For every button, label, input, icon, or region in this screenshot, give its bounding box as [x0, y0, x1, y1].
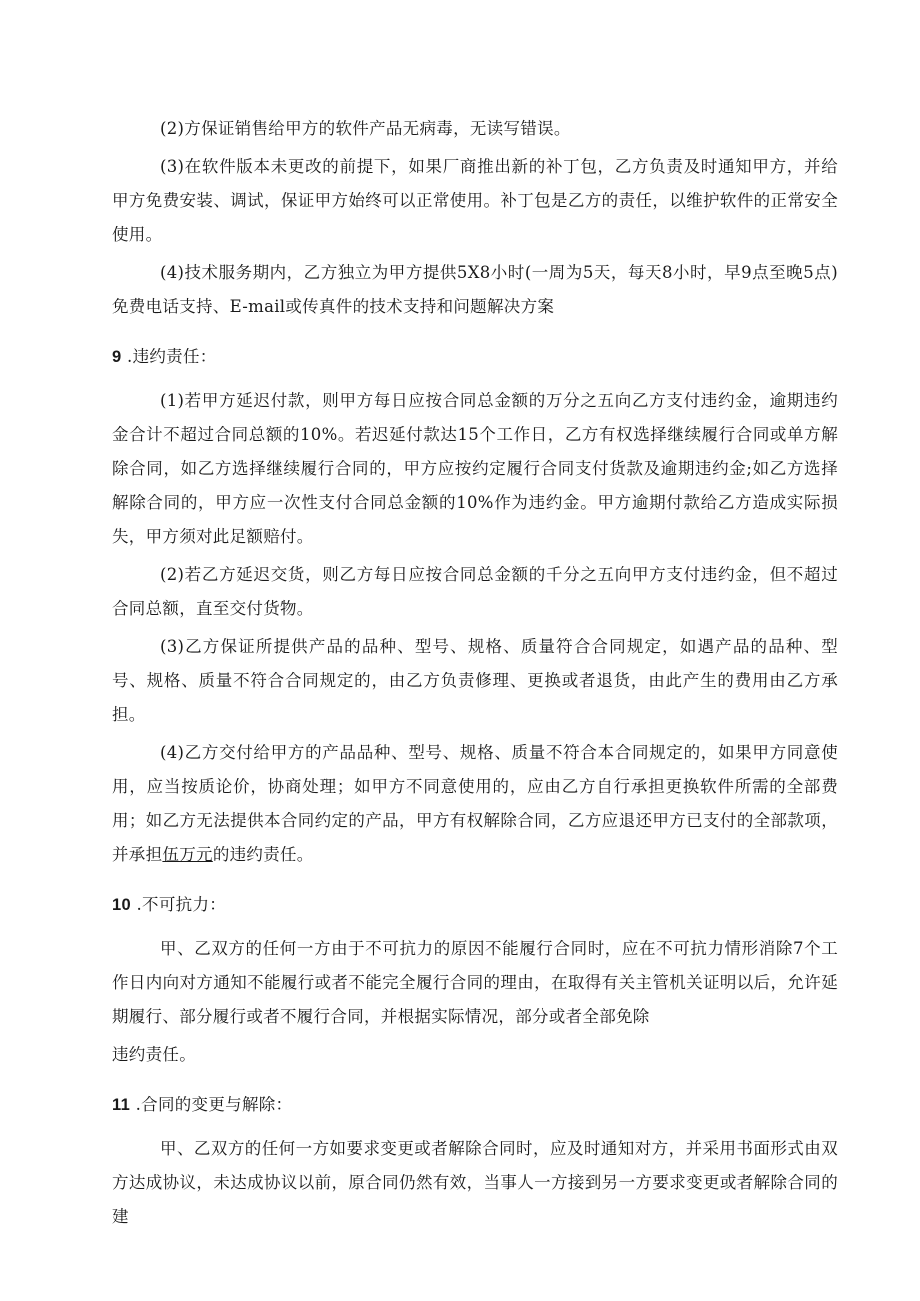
penalty-amount: 伍万元: [162, 845, 213, 864]
clause-8-4: (4)技术服务期内，乙方独立为甲方提供5X8小时(一周为5天，每天8小时，早9点至晚5点)免费电话支持、E-mail或传真件的技术支持和问题解决方案: [112, 263, 838, 316]
section-9-heading: [112, 340, 838, 374]
clause-9-3: (3)乙方保证所提供产品的品种、型号、规格、质量符合合同规定，如遇产品的品种、型号、规格、质量不符合合同规定的，由乙方负责修理、更换或者退货，由此产生的费用由乙方承担。: [112, 637, 838, 724]
clause-10-1-tail: 违约责任。: [112, 1045, 196, 1064]
clause-9-4: [112, 736, 838, 872]
section-9-title: .违约责任：: [127, 347, 217, 366]
section-11-title: .合同的变更与解除：: [135, 1095, 293, 1114]
clause-9-2: (2)若乙方延迟交货，则乙方每日应按合同总金额的千分之五向甲方支付违约金，但不超过合同总额，直至交付货物。: [112, 565, 838, 618]
clause-9-1: (1)若甲方延迟付款，则甲方每日应按合同总金额的万分之五向乙方支付违约金，逾期违约金合计不超过合同总额的10%。若迟延付款达15个工作日，乙方有权选择继续履行合同或单方解除合同，如乙方选择继续履行合同的，甲方应按约定履行合同支付货款及逾期违约金;如乙方选择解除合同的，甲方应一次性支付合同总金额的10%作为违约金。甲方逾期付款给乙方造成实际损失，甲方须对此足额赔付。: [112, 391, 838, 546]
clause-8-2: (2)方保证销售给甲方的软件产品无病毒，无读写错误。: [160, 119, 571, 138]
clause-8-3: (3)在软件版本未更改的前提下，如果厂商推出新的补丁包，乙方负责及时通知甲方，并给甲方免费安装、调试，保证甲方始终可以正常使用。补丁包是乙方的责任，以维护软件的正常安全使用。: [112, 157, 838, 244]
section-10-number: 10: [112, 896, 131, 914]
clause-9-4-main: (4)乙方交付给甲方的产品品种、型号、规格、质量不符合本合同规定的，如果甲方同意使用，应当按质论价，协商处理；如甲方不同意使用的，应由乙方自行承担更换软件所需的全部费用；如乙方无法提供本合同约定的产品，甲方有权解除合同，乙方应退还甲方已支付的全部款项，并承担: [112, 743, 838, 864]
clause-11-1: 甲、乙双方的任何一方如要求变更或者解除合同时，应及时通知对方，并采用书面形式由双方达成协议，未达成协议以前，原合同仍然有效，当事人一方接到另一方要求变更或者解除合同的建: [112, 1139, 838, 1226]
section-9-number: 9: [112, 348, 122, 366]
clause-10-1-main: 甲、乙双方的任何一方由于不可抗力的原因不能履行合同时，应在不可抗力情形消除7个工作日内向对方通知不能履行或者不能完全履行合同的理由，在取得有关主管机关证明以后，允许延期履行、部分履行或者不履行合同，并根据实际情况，部分或者全部免除: [112, 939, 838, 1026]
section-10-heading: [112, 888, 838, 922]
clause-9-4-tail: 的违约责任。: [212, 845, 314, 864]
section-11-number: 11: [112, 1096, 131, 1114]
clause-10-1: [112, 932, 838, 1034]
section-10-title: .不可抗力：: [136, 895, 227, 914]
section-11-heading: [112, 1088, 838, 1122]
